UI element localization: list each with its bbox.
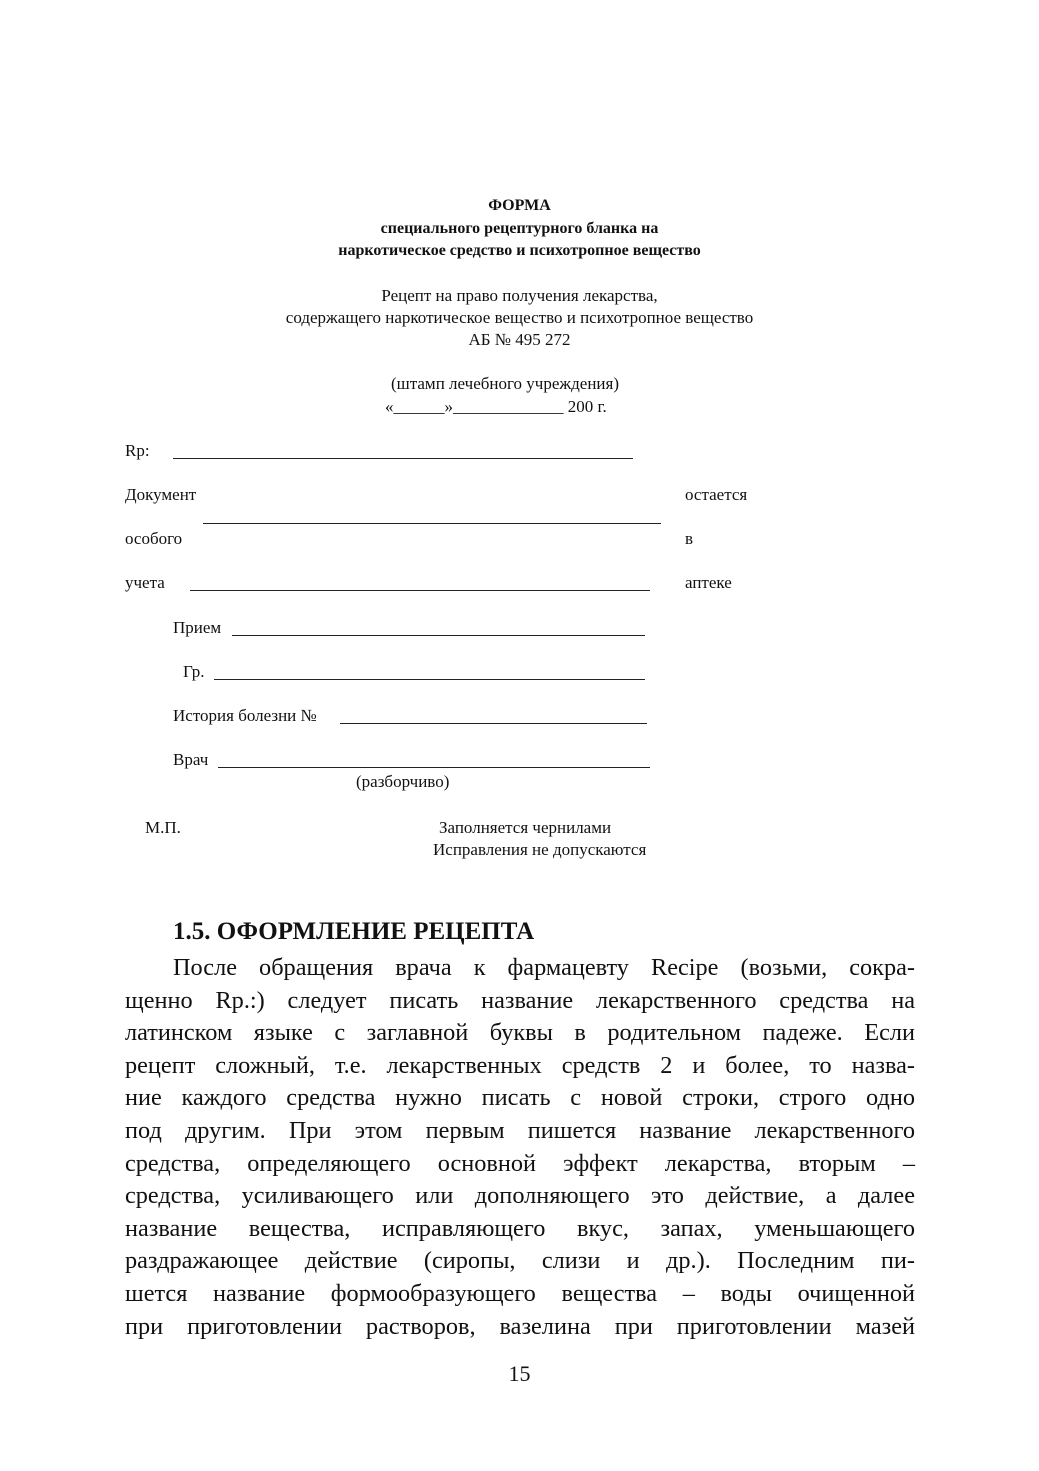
paragraph-line: название вещества, исправляющего вкус, запах, уменьшающего [125,1214,915,1242]
priem-label: Прием [173,618,222,637]
paragraph-line: ние каждого средства нужно писать с новой строки, строго одно [125,1084,915,1112]
paragraph-line: средства, усиливающего или дополняющего это действие, а далее [125,1182,915,1210]
gr-fill-line [214,679,645,680]
history-label: История болезни № [173,706,317,725]
account-fill-line [190,590,650,591]
recipe-line-1: Рецепт на право получения лекарства, [381,286,658,305]
rp-label: Rp: [125,441,150,460]
paragraph-line: при приготовлении растворов, вазелина при приготовлении мазей [125,1312,915,1340]
gr-label: Гр. [183,662,205,681]
paragraph-line: под другим. При этом первым пишется название лекарственного [125,1116,915,1144]
history-fill-line [340,723,647,724]
paragraph-line: латинском языке с заглавной буквы в родительном падеже. Если [125,1019,915,1047]
priem-fill-line [232,635,645,636]
side-right-2: в [685,529,694,548]
side-right-3: аптеке [685,573,732,592]
rp-fill-line [173,458,633,459]
side-left-3: учета [125,573,165,592]
paragraph-line: шется название формообразующего вещества – воды очищенной [125,1279,915,1307]
correction-note: Исправления не допускаются [433,840,647,859]
recipe-line-2: содержащего наркотическое вещество и психотропное вещество [285,308,754,327]
paragraph-line: рецепт сложный, т.е. лекарственных средств 2 и более, то назва- [125,1051,915,1079]
paragraph-line: После обращения врача к фармацевту Recipe (возьми, сокра- [173,954,915,981]
paragraph-line: раздражающее действие (сиропы, слизи и др.). Последним пи- [125,1247,915,1275]
ink-note: Заполняется чернилами [439,818,612,837]
section-heading: 1.5. ОФОРМЛЕНИЕ РЕЦЕПТА [173,918,535,945]
doc-fill-line [203,523,661,524]
form-subtitle-1: специального рецептурного бланка на [380,220,659,237]
side-left-2: особого [125,529,183,548]
form-subtitle-2: наркотическое средство и психотропное вещество [338,242,701,259]
form-title: ФОРМА [488,197,551,214]
doctor-fill-line [218,767,650,768]
page-number: 15 [508,1361,531,1386]
doctor-label: Врач [173,750,209,769]
legibly-note: (разборчиво) [356,772,450,791]
body-paragraph [125,952,915,1343]
paragraph-line: средства, определяющего основной эффект лекарства, вторым – [125,1149,915,1177]
paragraph-line: щенно Rp.:) следует писать название лекарственного средства на [125,986,915,1014]
side-left-1: Документ [125,485,197,504]
stamp-label: (штамп лечебного учреждения) [391,374,619,393]
recipe-number: АБ № 495 272 [468,330,571,349]
mp-label: М.П. [145,818,181,837]
date-line: «______»_____________ 200 г. [385,397,607,416]
side-right-1: остается [685,485,748,504]
